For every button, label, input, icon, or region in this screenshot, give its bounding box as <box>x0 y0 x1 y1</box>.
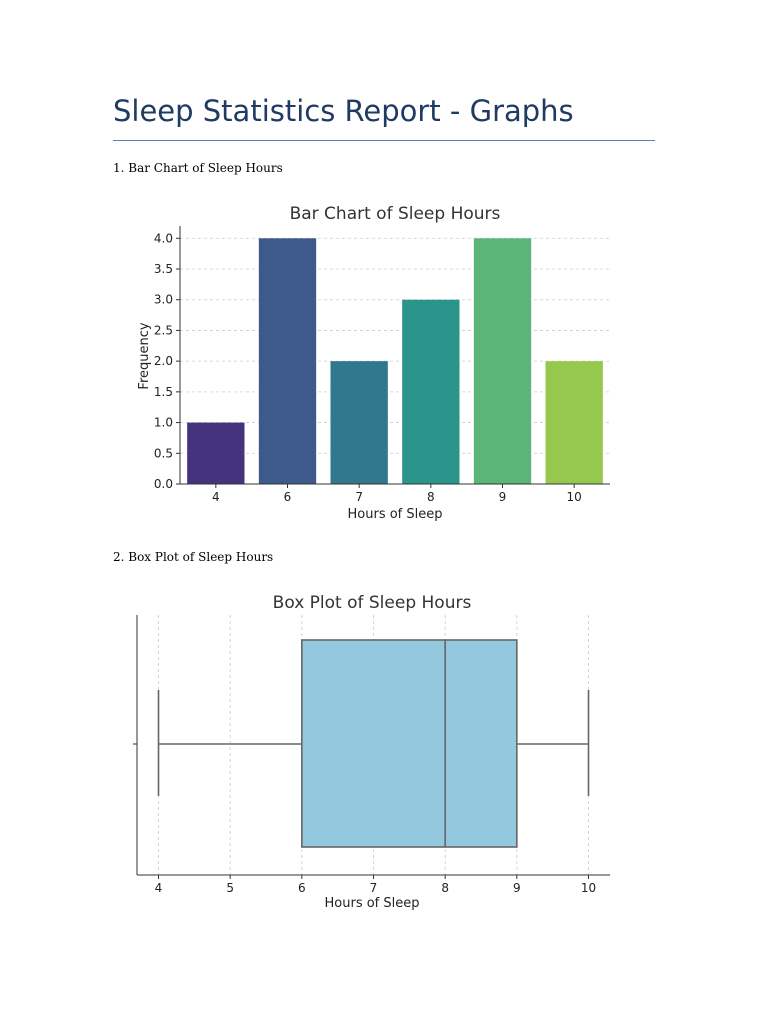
bar-chart-y-tick-label: 3.5 <box>153 262 173 276</box>
bar-chart-y-tick-label: 0.0 <box>153 477 173 491</box>
bar-chart-y-tick-label: 1.5 <box>153 384 173 399</box>
bar-chart-y-tick-label: 2.5 <box>153 323 173 338</box>
bar-8 <box>402 300 459 484</box>
box-plot-title: Box Plot of Sleep Hours <box>272 593 472 613</box>
bar-6 <box>259 238 316 484</box>
box-plot-box <box>302 640 517 847</box>
bar-chart-y-tick-label: 1.0 <box>153 415 173 430</box>
bar-4 <box>187 423 244 484</box>
bar-chart-x-tick-label: 10 <box>566 490 582 504</box>
title-divider <box>113 140 655 141</box>
bar-chart-y-label: Frequency <box>137 322 152 390</box>
bar-chart-x-tick-label: 9 <box>498 490 507 504</box>
bar-chart-x-tick-label: 8 <box>427 490 435 504</box>
bar-10 <box>546 361 603 484</box>
document-title: Sleep Statistics Report - Graphs <box>113 94 574 128</box>
bar-chart-title: Bar Chart of Sleep Hours <box>289 204 501 224</box>
bar-9 <box>474 238 531 484</box>
box-plot-x-tick-label: 7 <box>369 881 378 895</box>
bar-chart-x-label: Hours of Sleep <box>347 507 443 522</box>
box-plot-x-label: Hours of Sleep <box>324 896 420 911</box>
section-heading-bar-chart: 1. Bar Chart of Sleep Hours <box>113 161 283 175</box>
bar-chart-y-tick-label: 0.5 <box>153 446 173 461</box>
box-plot-x-tick-label: 8 <box>441 881 449 895</box>
box-plot <box>130 585 625 920</box>
bar-chart-x-tick-label: 7 <box>355 490 363 504</box>
bar-7 <box>331 361 388 484</box>
box-plot-x-tick-label: 4 <box>154 881 163 895</box>
box-plot-x-tick-label: 6 <box>298 881 306 895</box>
section-heading-box-plot: 2. Box Plot of Sleep Hours <box>113 550 274 564</box>
box-plot-x-tick-label: 5 <box>226 881 234 895</box>
bar-chart-y-tick-label: 2.0 <box>153 354 173 369</box>
box-plot-x-tick-label: 9 <box>513 881 521 895</box>
bar-chart <box>130 196 625 526</box>
bar-chart-y-tick-label: 4.0 <box>153 231 173 246</box>
bar-chart-y-tick-label: 3.0 <box>153 292 173 307</box>
box-plot-x-tick-label: 10 <box>580 881 597 895</box>
bar-chart-x-tick-label: 4 <box>212 490 220 504</box>
bar-chart-x-tick-label: 6 <box>283 490 292 504</box>
